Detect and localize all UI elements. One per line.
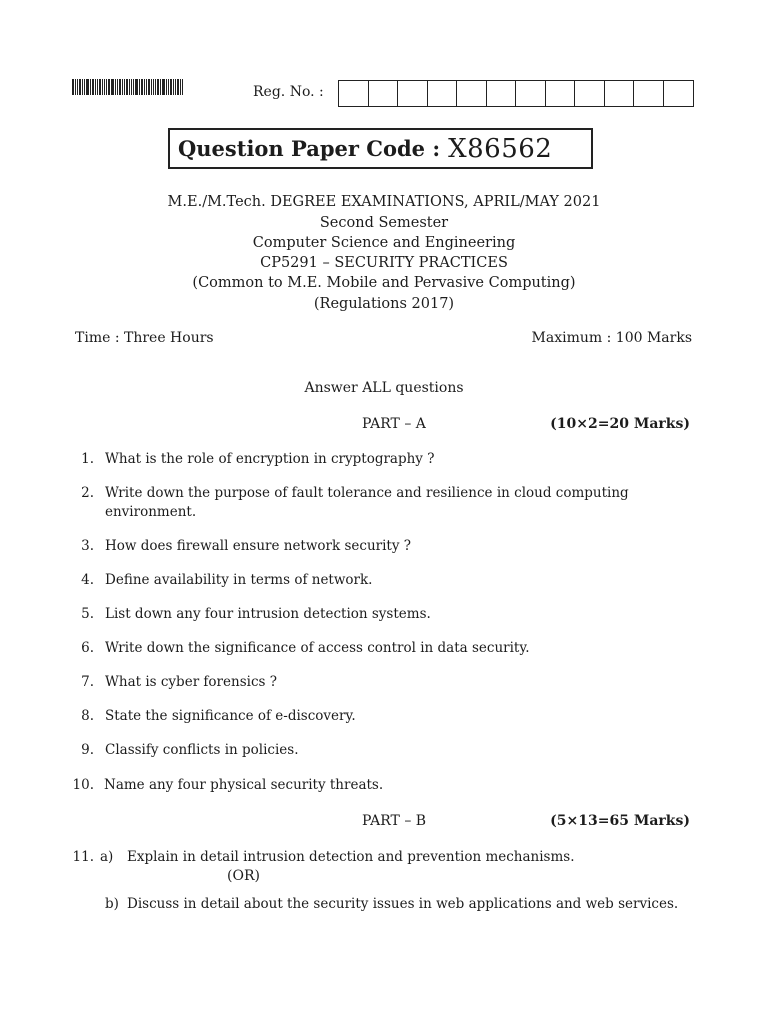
question-number: 9. (81, 742, 94, 758)
question-text: What is cyber forensics ? (105, 674, 277, 690)
question-item (72, 707, 712, 727)
part-a-title: PART – A (362, 416, 426, 432)
barcode-bar (131, 79, 132, 95)
barcode-bar (177, 79, 179, 95)
question-item-11b (72, 895, 732, 915)
barcode-bar (173, 79, 174, 95)
reg-no-digit-box[interactable] (516, 81, 546, 106)
question-item-11a (72, 848, 732, 868)
question-number: 11. (72, 849, 94, 865)
question-text: Name any four physical security threats. (104, 777, 384, 793)
reg-no-digit-box[interactable] (398, 81, 428, 106)
reg-no-boxes[interactable] (338, 80, 694, 107)
barcode-bar (126, 79, 128, 95)
question-item (72, 450, 712, 470)
question-text: Explain in detail intrusion detection and prevention mechanisms. (127, 849, 575, 865)
question-item (72, 776, 712, 796)
part-b-title: PART – B (362, 813, 427, 829)
common-note: (Common to M.E. Mobile and Pervasive Computing) (192, 275, 576, 291)
barcode-bar (153, 79, 154, 95)
question-text: Discuss in detail about the security issues in web applications and web services. (127, 896, 679, 912)
barcode-bar (92, 79, 94, 95)
or-separator: (OR) (227, 868, 260, 884)
part-a-marks: (10×2=20 Marks) (550, 416, 690, 432)
sub-question-label: a) (100, 849, 114, 865)
question-item (72, 571, 712, 591)
barcode-bar (108, 79, 110, 95)
reg-no-digit-box[interactable] (546, 81, 576, 106)
question-number: 6. (81, 640, 94, 656)
question-text: Write down the significance of access control in data security. (105, 640, 530, 656)
barcode-bar (133, 79, 134, 95)
question-text: List down any four intrusion detection systems. (105, 606, 431, 622)
instruction: Answer ALL questions (304, 380, 464, 396)
barcode-bar (182, 79, 183, 95)
question-number: 4. (81, 572, 94, 588)
reg-no-digit-box[interactable] (664, 81, 694, 106)
qp-code-label: Question Paper Code : (178, 136, 441, 161)
barcode-bar (104, 79, 105, 95)
barcode-bar (106, 79, 107, 95)
barcode-bar (122, 79, 123, 95)
barcode-bar (139, 79, 140, 95)
reg-no-label: Reg. No. : (253, 84, 324, 100)
question-number: 3. (81, 538, 94, 554)
barcode-bar (117, 79, 118, 95)
barcode-bar (144, 79, 145, 95)
question-text: How does firewall ensure network security ? (105, 538, 411, 554)
barcode-bar (84, 79, 85, 95)
reg-no-digit-box[interactable] (605, 81, 635, 106)
question-item (72, 741, 712, 761)
maximum-marks: Maximum : 100 Marks (531, 330, 692, 346)
barcode-bar (79, 79, 81, 95)
barcode-bar (102, 79, 103, 95)
question-text: What is the role of encryption in cryptography ? (105, 451, 435, 467)
department: Computer Science and Engineering (252, 235, 516, 251)
barcode-bar (151, 79, 152, 95)
barcode-bar (90, 79, 91, 95)
question-item (72, 484, 712, 524)
question-text: Classify conflicts in policies. (105, 742, 299, 758)
reg-no-digit-box[interactable] (339, 81, 369, 106)
qp-code-value: X86562 (448, 133, 553, 164)
barcode-bar (180, 79, 181, 95)
barcode-bar (86, 79, 89, 95)
barcode-bar (129, 79, 130, 95)
barcode-bar (170, 79, 172, 95)
reg-no-digit-box[interactable] (457, 81, 487, 106)
barcode-bar (160, 79, 161, 95)
barcode-bar (77, 79, 78, 95)
regulations: (Regulations 2017) (313, 296, 455, 312)
question-text: Write down the purpose of fault tolerance and resilience in cloud computing (105, 485, 629, 501)
question-item (72, 605, 712, 625)
barcode-bar (82, 79, 83, 95)
time-allowed: Time : Three Hours (75, 330, 214, 346)
barcode-bar (115, 79, 116, 95)
reg-no-digit-box[interactable] (369, 81, 399, 106)
question-text: State the significance of e-discovery. (105, 708, 356, 724)
question-number: 10. (72, 777, 94, 793)
reg-no-digit-box[interactable] (634, 81, 664, 106)
barcode-bar (72, 79, 74, 95)
question-item (72, 537, 712, 557)
question-number: 5. (81, 606, 94, 622)
barcode-bar (111, 79, 114, 95)
exam-title: M.E./M.Tech. DEGREE EXAMINATIONS, APRIL/MAY 2021 (167, 194, 601, 210)
question-number: 1. (81, 451, 94, 467)
barcode (72, 79, 188, 95)
barcode-bar (148, 79, 150, 95)
barcode-bar (95, 79, 96, 95)
question-number: 7. (81, 674, 94, 690)
barcode-bar (119, 79, 121, 95)
barcode-bar (124, 79, 125, 95)
barcode-bar (157, 79, 159, 95)
sub-question-label: b) (105, 896, 119, 912)
subject: CP5291 – SECURITY PRACTICES (260, 255, 508, 271)
question-item (72, 673, 712, 693)
barcode-bar (166, 79, 167, 95)
barcode-bar (135, 79, 138, 95)
question-text-continued: environment. (105, 504, 197, 520)
question-paper-code-box (168, 128, 593, 169)
semester: Second Semester (319, 215, 449, 231)
question-number: 8. (81, 708, 94, 724)
barcode-bar (97, 79, 98, 95)
barcode-bar (141, 79, 143, 95)
question-item (72, 639, 712, 659)
barcode-bar (162, 79, 165, 95)
reg-no-digit-box[interactable] (575, 81, 605, 106)
reg-no-digit-box[interactable] (428, 81, 458, 106)
barcode-bar (99, 79, 101, 95)
barcode-bar (155, 79, 156, 95)
part-b-marks: (5×13=65 Marks) (550, 813, 690, 829)
barcode-bar (168, 79, 169, 95)
reg-no-digit-box[interactable] (487, 81, 517, 106)
question-text: Define availability in terms of network. (105, 572, 373, 588)
barcode-bar (175, 79, 176, 95)
barcode-bar (146, 79, 147, 95)
barcode-bar (75, 79, 76, 95)
question-number: 2. (81, 485, 94, 501)
